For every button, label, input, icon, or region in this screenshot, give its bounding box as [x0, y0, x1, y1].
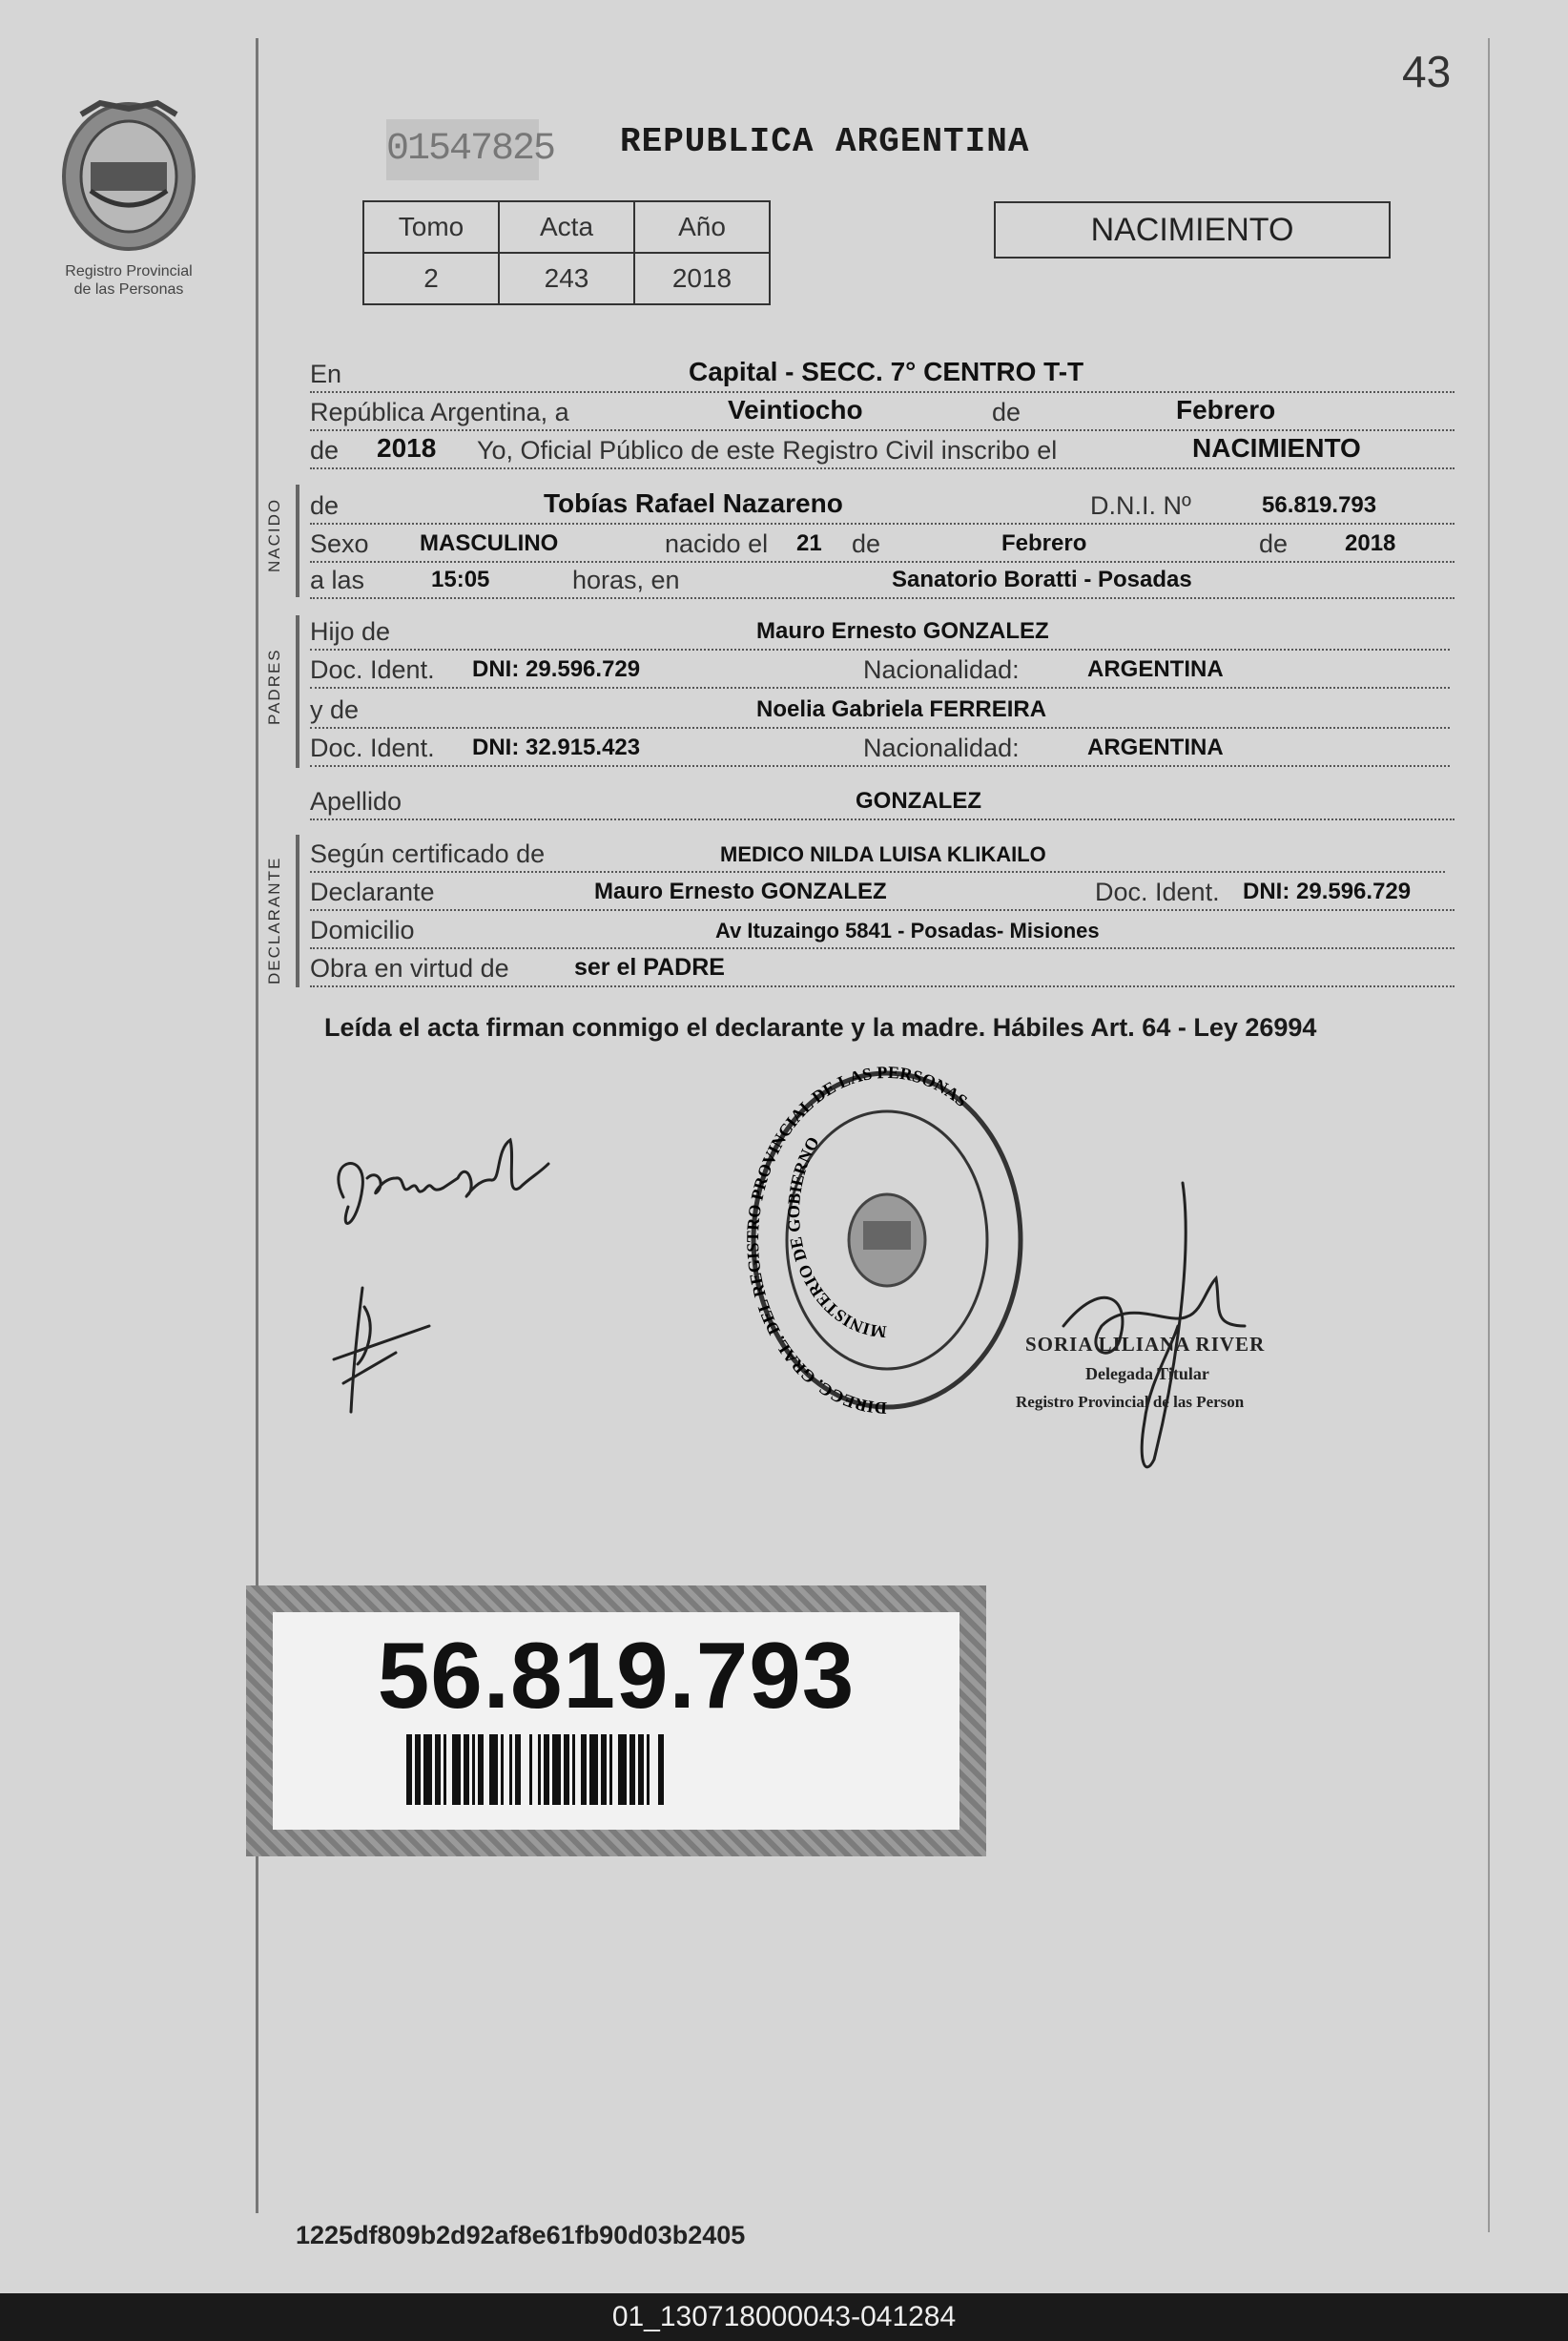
mother-doc: DNI: 32.915.423	[472, 735, 641, 760]
de2-label: de	[310, 436, 340, 465]
barcode-bar	[489, 1734, 498, 1805]
divider-declarante	[296, 835, 299, 987]
barcode-bar	[572, 1734, 575, 1805]
birth-day: 21	[796, 530, 822, 556]
value-tomo: 2	[363, 253, 499, 304]
father-nat-label: Nacionalidad:	[863, 655, 1020, 684]
barcode-bar	[501, 1734, 504, 1805]
barcode-bar	[464, 1734, 469, 1805]
document-hash: 1225df809b2d92af8e61fb90d03b2405	[296, 2221, 746, 2249]
barcode-bar	[444, 1734, 446, 1805]
mother-doc-label: Doc. Ident.	[310, 734, 435, 762]
document-type-box: NACIMIENTO	[994, 201, 1391, 259]
row-father	[310, 611, 1450, 651]
hijo-label: Hijo de	[310, 617, 391, 646]
header-ano: Año	[634, 201, 770, 253]
row-statement	[310, 429, 1455, 469]
mother-nat-label: Nacionalidad:	[863, 734, 1020, 762]
barcode-bar	[529, 1734, 532, 1805]
official-name: SORIA LILIANA RIVER	[1025, 1333, 1266, 1356]
barcode-bar	[589, 1734, 598, 1805]
statement: Yo, Oficial Público de este Registro Civil inscribo el	[477, 436, 1058, 465]
dom-label: Domicilio	[310, 916, 415, 944]
barcode-bar	[406, 1734, 412, 1805]
value-acta: 243	[499, 253, 634, 304]
official-office: Registro Provincial de las Person	[1016, 1393, 1245, 1411]
registry-logo	[52, 95, 205, 258]
registry-table	[362, 200, 771, 305]
dni-barcode-label	[246, 1585, 986, 1856]
header-acta: Acta	[499, 201, 634, 253]
footer-id: 01_130718000043-041284	[0, 2293, 1568, 2341]
month: Febrero	[1176, 395, 1276, 425]
barcode-bar	[423, 1734, 432, 1805]
row-certificado	[310, 833, 1445, 873]
left-margin-rule	[256, 38, 258, 2213]
barcode	[406, 1734, 855, 1810]
dni-label: D.N.I. Nº	[1090, 491, 1191, 520]
father-nationality: ARGENTINA	[1087, 656, 1224, 682]
row-en	[310, 353, 1455, 393]
dni-number: 56.819.793	[377, 1623, 856, 1728]
apellido-value: GONZALEZ	[856, 788, 981, 814]
row-name	[310, 485, 1455, 525]
barcode-bar	[564, 1734, 569, 1805]
obra-value: ser el PADRE	[574, 954, 725, 981]
official-title: Delegada Titular	[1085, 1364, 1209, 1383]
de-label-name: de	[310, 491, 340, 520]
right-margin-rule	[1488, 38, 1490, 2232]
divider-padres	[296, 615, 299, 768]
mother-signature	[305, 1269, 448, 1426]
place: Capital - SECC. 7° CENTRO T-T	[689, 357, 1084, 386]
dni-label-inner	[273, 1612, 959, 1830]
barcode-bar	[658, 1734, 664, 1805]
republica-label: República Argentina, a	[310, 398, 569, 426]
official-seal	[744, 1059, 1030, 1426]
birth-month: Febrero	[1001, 530, 1087, 556]
declarant-signature	[324, 1121, 572, 1259]
child-name: Tobías Rafael Nazareno	[544, 488, 843, 518]
decl-name: Mauro Ernesto GONZALEZ	[594, 879, 887, 904]
row-sexo	[310, 523, 1455, 563]
decl-label: Declarante	[310, 878, 435, 906]
decl-doc: DNI: 29.596.729	[1243, 879, 1412, 904]
event: NACIMIENTO	[1192, 433, 1361, 463]
value-ano: 2018	[634, 253, 770, 304]
nacido-label: nacido el	[665, 529, 769, 558]
row-father-doc	[310, 649, 1450, 689]
horas-label: horas, en	[572, 566, 680, 594]
row-republica	[310, 391, 1455, 431]
barcode-bar	[415, 1734, 421, 1805]
row-obra	[310, 947, 1455, 987]
de-label-2: de	[852, 529, 881, 558]
section-declarante: DECLARANTE	[265, 856, 283, 984]
barcode-bar	[452, 1734, 461, 1805]
row-apellido	[310, 780, 1455, 820]
cert-value: MEDICO NILDA LUISA KLIKAILO	[720, 842, 1046, 866]
barcode-bar	[544, 1734, 549, 1805]
row-time	[310, 559, 1455, 599]
en-label: En	[310, 360, 342, 388]
barcode-bar	[472, 1734, 475, 1805]
section-nacido: NACIDO	[265, 497, 283, 572]
decl-doc-label: Doc. Ident.	[1095, 878, 1220, 906]
barcode-bar	[618, 1734, 627, 1805]
barcode-bar	[647, 1734, 650, 1805]
alas-label: a las	[310, 566, 365, 594]
divider-nacido	[296, 485, 299, 597]
closing-text: Leída el acta firman conmigo el declarante y la madre. Hábiles Art. 64 - Ley 26994	[324, 1013, 1317, 1042]
barcode-bar	[601, 1734, 607, 1805]
apellido-label: Apellido	[310, 787, 402, 816]
barcode-bar	[629, 1734, 635, 1805]
row-mother-doc	[310, 727, 1450, 767]
serial-number: 01547825	[386, 119, 539, 180]
barcode-bar	[609, 1734, 612, 1805]
birth-place: Sanatorio Boratti - Posadas	[892, 567, 1192, 592]
barcode-bar	[552, 1734, 561, 1805]
header-tomo: Tomo	[363, 201, 499, 253]
year: 2018	[377, 433, 437, 463]
page-number: 43	[1402, 47, 1452, 96]
birth-year: 2018	[1345, 530, 1396, 556]
barcode-bar	[538, 1734, 541, 1805]
father-doc-label: Doc. Ident.	[310, 655, 435, 684]
logo-caption: Registro Provincial de las Personas	[65, 263, 193, 298]
sexo: MASCULINO	[420, 530, 559, 556]
dom-value: Av Ituzaingo 5841 - Posadas- Misiones	[715, 919, 1100, 943]
seal-inner-path: MINISTERIO DE GOBIERNO	[783, 1133, 888, 1342]
country-heading: REPUBLICA ARGENTINA	[620, 122, 1030, 161]
mother-name: Noelia Gabriela FERREIRA	[756, 696, 1047, 722]
row-declarante	[310, 871, 1455, 911]
mother-nationality: ARGENTINA	[1087, 735, 1224, 760]
de-label-3: de	[1259, 529, 1289, 558]
barcode-graphic	[406, 1734, 855, 1805]
barcode-bar	[515, 1734, 521, 1805]
row-mother	[310, 689, 1450, 729]
section-padres: PADRES	[265, 648, 283, 725]
barcode-bar	[509, 1734, 512, 1805]
barcode-bar	[478, 1734, 484, 1805]
father-name: Mauro Ernesto GONZALEZ	[756, 618, 1049, 644]
seal-outer-path: DIRECC. GRAL. DEL REGISTRO PROVINCIAL DE LAS PERSONAS	[744, 1062, 972, 1419]
child-dni: 56.819.793	[1262, 492, 1377, 518]
birth-time: 15:05	[431, 567, 490, 592]
barcode-bar	[638, 1734, 644, 1805]
obra-label: Obra en virtud de	[310, 954, 509, 983]
father-doc: DNI: 29.596.729	[472, 656, 641, 682]
barcode-bar	[435, 1734, 441, 1805]
barcode-bar	[581, 1734, 587, 1805]
day-words: Veintiocho	[728, 395, 863, 425]
sexo-label: Sexo	[310, 529, 369, 558]
cert-label: Según certificado de	[310, 839, 546, 868]
de-label: de	[992, 398, 1021, 426]
row-domicilio	[310, 909, 1455, 949]
yde-label: y de	[310, 695, 360, 724]
